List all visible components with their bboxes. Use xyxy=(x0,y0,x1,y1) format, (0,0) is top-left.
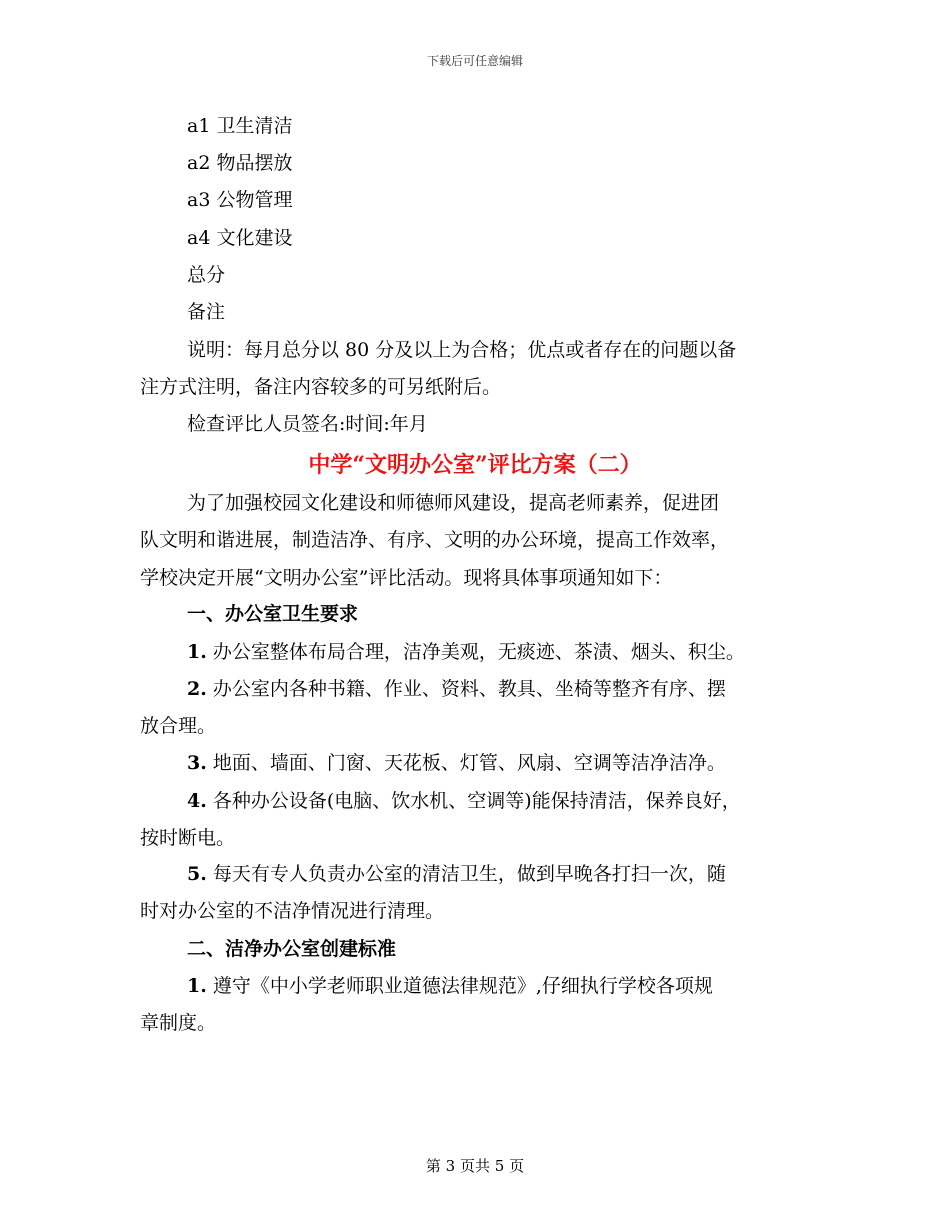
list-item: a3 公物管理 xyxy=(187,189,293,211)
note-line: 注方式注明，备注内容较多的可另纸附后。 xyxy=(140,376,502,398)
note-line: 说明：每月总分以 80 分及以上为合格；优点或者存在的问题以备 xyxy=(187,339,737,361)
section-heading: 一、办公室卫生要求 xyxy=(187,603,359,625)
intro-line: 队文明和谐进展，制造洁净、有序、文明的办公环境，提高工作效率， xyxy=(140,529,730,551)
intro-line: 学校决定开展“文明办公室”评比活动。现将具体事项通知如下： xyxy=(140,567,673,589)
item-number: 1. xyxy=(187,641,207,663)
item-number: 1. xyxy=(187,975,207,997)
list-item xyxy=(187,750,726,776)
list-item xyxy=(187,639,745,665)
list-item: a2 物品摆放 xyxy=(187,152,293,174)
document-title: 中学“文明办公室”评比方案（二） xyxy=(308,452,642,478)
item-continuation: 按时断电。 xyxy=(140,827,236,849)
list-item xyxy=(187,973,713,999)
item-continuation: 放合理。 xyxy=(140,715,217,737)
item-text: 地面、墙面、门窗、天花板、灯管、风扇、空调等洁净洁净。 xyxy=(206,752,726,774)
list-item: 总分 xyxy=(187,264,226,286)
item-number: 2. xyxy=(187,678,207,700)
signature-line: 检查评比人员签名:时间:年月 xyxy=(187,413,428,435)
item-text: 办公室内各种书籍、作业、资料、教具、坐椅等整齐有序、摆 xyxy=(206,678,726,700)
page-footer: 第 3 页共 5 页 xyxy=(425,1157,525,1175)
item-number: 5. xyxy=(187,863,207,885)
section-heading: 二、洁净办公室创建标准 xyxy=(187,938,397,960)
list-item xyxy=(187,788,741,814)
list-item: 备注 xyxy=(187,301,226,323)
list-item: a4 文化建设 xyxy=(187,227,293,249)
intro-line: 为了加强校园文化建设和师德师风建设，提高老师素养，促进团 xyxy=(187,492,720,514)
list-item: a1 卫生清洁 xyxy=(187,115,293,137)
list-item xyxy=(187,861,726,887)
item-continuation: 章制度。 xyxy=(140,1012,217,1034)
item-number: 3. xyxy=(187,752,207,774)
item-number: 4. xyxy=(187,790,207,812)
item-text: 办公室整体布局合理，洁净美观，无痰迹、茶渍、烟头、积尘。 xyxy=(206,641,745,663)
item-continuation: 时对办公室的不洁净情况进行清理。 xyxy=(140,900,445,922)
item-text: 各种办公设备(电脑、饮水机、空调等)能保持清洁，保养良好， xyxy=(206,790,741,812)
item-text: 每天有专人负责办公室的清洁卫生，做到早晚各打扫一次，随 xyxy=(206,863,726,885)
list-item xyxy=(187,676,726,702)
item-text: 遵守《中小学老师职业道德法律规范》,仔细执行学校各项规 xyxy=(206,975,713,997)
page-header: 下载后可任意编辑 xyxy=(426,54,523,68)
